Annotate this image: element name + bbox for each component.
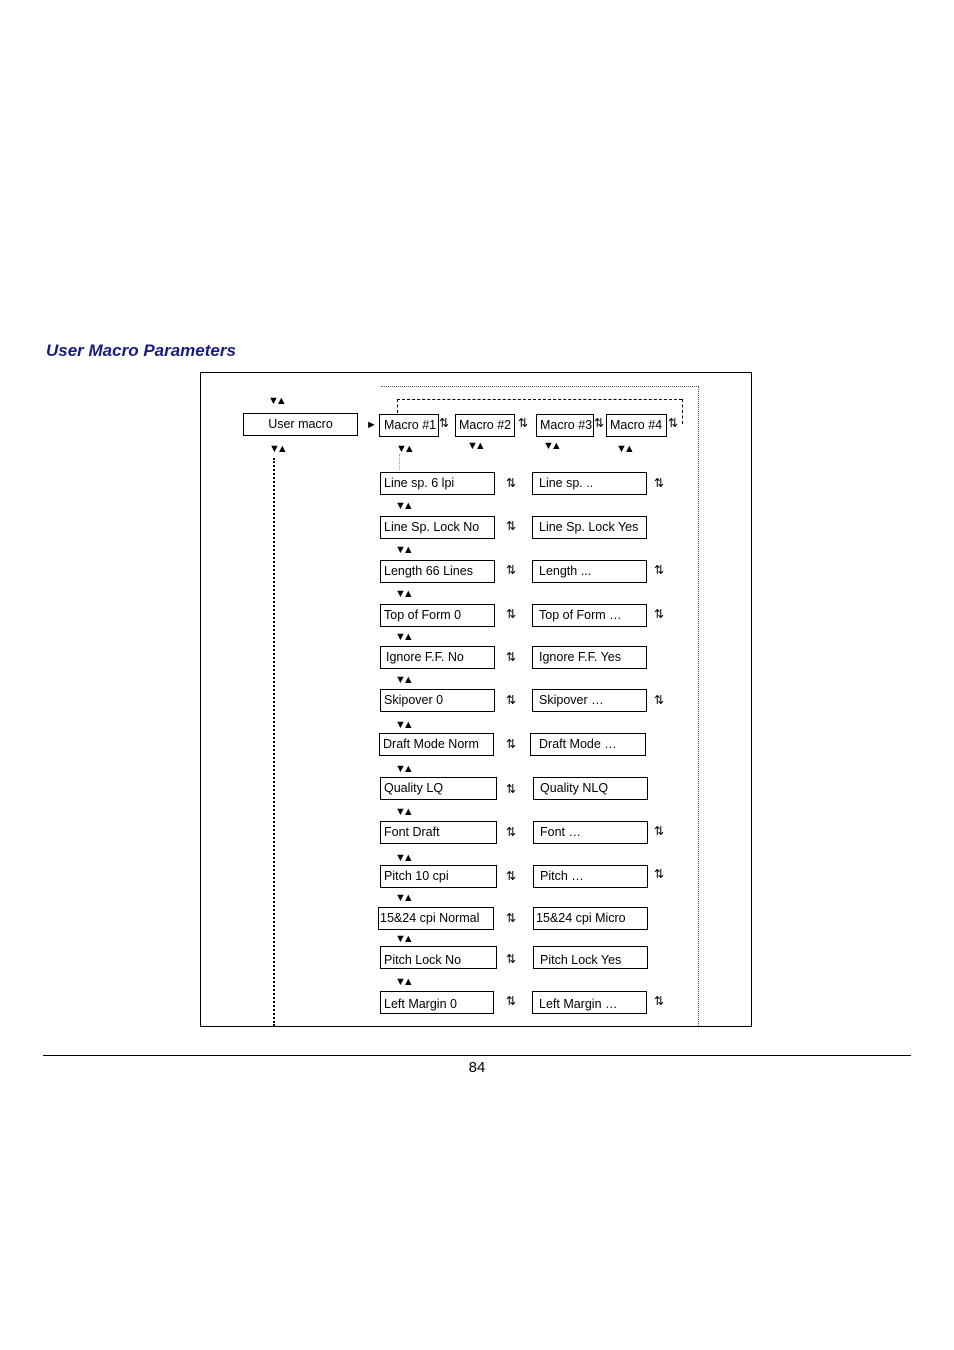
length-left-box: Length 66 Lines [380,560,495,583]
macro-1-box: Macro #1 [379,414,439,437]
pitch-toggle-arrow-icon: ⇅ [506,869,514,883]
draft-mode-left-box: Draft Mode Norm [379,733,494,756]
root-updown-arrow-icon: ▼▲ [268,395,284,407]
skipover-right-box: Skipover … [532,689,647,712]
font-down-arrow-icon: ▼▲ [395,852,411,864]
macro-loop-inner-left [397,399,398,413]
macro-2-3-arrow-icon: ⇅ [518,416,526,430]
macro-loop-inner-right [682,399,683,424]
quality-right-box: Quality NLQ [533,777,648,800]
ignore-ff-right-box: Ignore F.F. Yes [532,646,647,669]
skipover-down-arrow-icon: ▼▲ [395,719,411,731]
top-of-form-left-box: Top of Form 0 [380,604,495,627]
cpi-15-24-right-box: 15&24 cpi Micro [533,907,648,930]
top-of-form-return-arrow-icon: ⇅ [654,607,662,621]
top-of-form-toggle-arrow-icon: ⇅ [506,607,514,621]
macro-2-down-arrow-icon: ▼▲ [467,440,483,452]
pitch-lock-down-arrow-icon: ▼▲ [395,976,411,988]
page-number: 84 [468,1059,486,1076]
macro-2-box: Macro #2 [455,414,515,437]
draft-mode-toggle-arrow-icon: ⇅ [506,737,514,751]
skipover-return-arrow-icon: ⇅ [654,693,662,707]
length-down-arrow-icon: ▼▲ [395,588,411,600]
draft-mode-right-box: Draft Mode … [530,733,646,756]
root-to-macro-arrow-icon: ► [366,419,377,431]
line-spacing-lock-right-box: Line Sp. Lock Yes [532,516,647,539]
pitch-left-box: Pitch 10 cpi [380,865,497,888]
left-margin-toggle-arrow-icon: ⇅ [506,994,514,1008]
macro-1-2-arrow-icon: ⇅ [439,416,447,430]
macro-3-down-arrow-icon: ▼▲ [543,440,559,452]
macro-3-box: Macro #3 [536,414,594,437]
macro-loop-outer-right [698,386,699,1026]
pitch-right-box: Pitch … [533,865,648,888]
macro-4-loop-arrow-icon: ⇅ [668,416,676,430]
cpi-15-24-left-box: 15&24 cpi Normal [378,907,494,930]
top-of-form-right-box: Top of Form … [532,604,647,627]
line-spacing-lock-toggle-arrow-icon: ⇅ [506,519,514,533]
line-spacing-right-box: Line sp. .. [532,472,647,495]
pitch-lock-right-box: Pitch Lock Yes [533,946,648,969]
root-down-arrow-icon: ▼▲ [269,443,285,455]
macro-1-down-arrow-icon: ▼▲ [396,443,412,455]
left-margin-return-arrow-icon: ⇅ [654,994,662,1008]
pitch-lock-toggle-arrow-icon: ⇅ [506,952,514,966]
line-spacing-lock-down-arrow-icon: ▼▲ [395,544,411,556]
macro-4-down-arrow-icon: ▼▲ [616,443,632,455]
skipover-left-box: Skipover 0 [380,689,495,712]
font-toggle-arrow-icon: ⇅ [506,825,514,839]
macro-4-box: Macro #4 [606,414,667,437]
footer-divider [43,1055,911,1056]
quality-toggle-arrow-icon: ⇅ [506,782,514,796]
line-spacing-toggle-arrow-icon: ⇅ [506,476,514,490]
pitch-lock-left-box: Pitch Lock No [380,946,497,969]
pitch-return-arrow-icon: ⇅ [654,867,662,881]
root-return-line [273,458,275,1026]
font-right-box: Font … [533,821,648,844]
quality-down-arrow-icon: ▼▲ [395,806,411,818]
line-spacing-down-arrow-icon: ▼▲ [395,500,411,512]
skipover-toggle-arrow-icon: ⇅ [506,693,514,707]
left-margin-right-box: Left Margin … [532,991,647,1014]
font-left-box: Font Draft [380,821,497,844]
length-right-box: Length ... [532,560,647,583]
font-return-arrow-icon: ⇅ [654,824,662,838]
ignore-ff-down-arrow-icon: ▼▲ [395,674,411,686]
cpi-15-24-down-arrow-icon: ▼▲ [395,933,411,945]
line-spacing-lock-left-box: Line Sp. Lock No [380,516,495,539]
cpi-15-24-toggle-arrow-icon: ⇅ [506,911,514,925]
left-margin-left-box: Left Margin 0 [380,991,494,1014]
top-of-form-down-arrow-icon: ▼▲ [395,631,411,643]
ignore-ff-left-box: Ignore F.F. No [380,646,495,669]
length-toggle-arrow-icon: ⇅ [506,563,514,577]
macro-loop-outer-top [381,386,699,387]
line-spacing-return-arrow-icon: ⇅ [654,476,662,490]
draft-mode-down-arrow-icon: ▼▲ [395,763,411,775]
line-spacing-left-box: Line sp. 6 lpi [380,472,495,495]
page-heading: User Macro Parameters [46,341,236,360]
quality-left-box: Quality LQ [380,777,497,800]
ignore-ff-toggle-arrow-icon: ⇅ [506,650,514,664]
pitch-down-arrow-icon: ▼▲ [395,892,411,904]
length-return-arrow-icon: ⇅ [654,563,662,577]
macro-3-4-arrow-icon: ⇅ [594,416,602,430]
left-column-guide [399,454,400,470]
user-macro-box: User macro [243,413,358,436]
macro-loop-inner-top [397,399,682,400]
